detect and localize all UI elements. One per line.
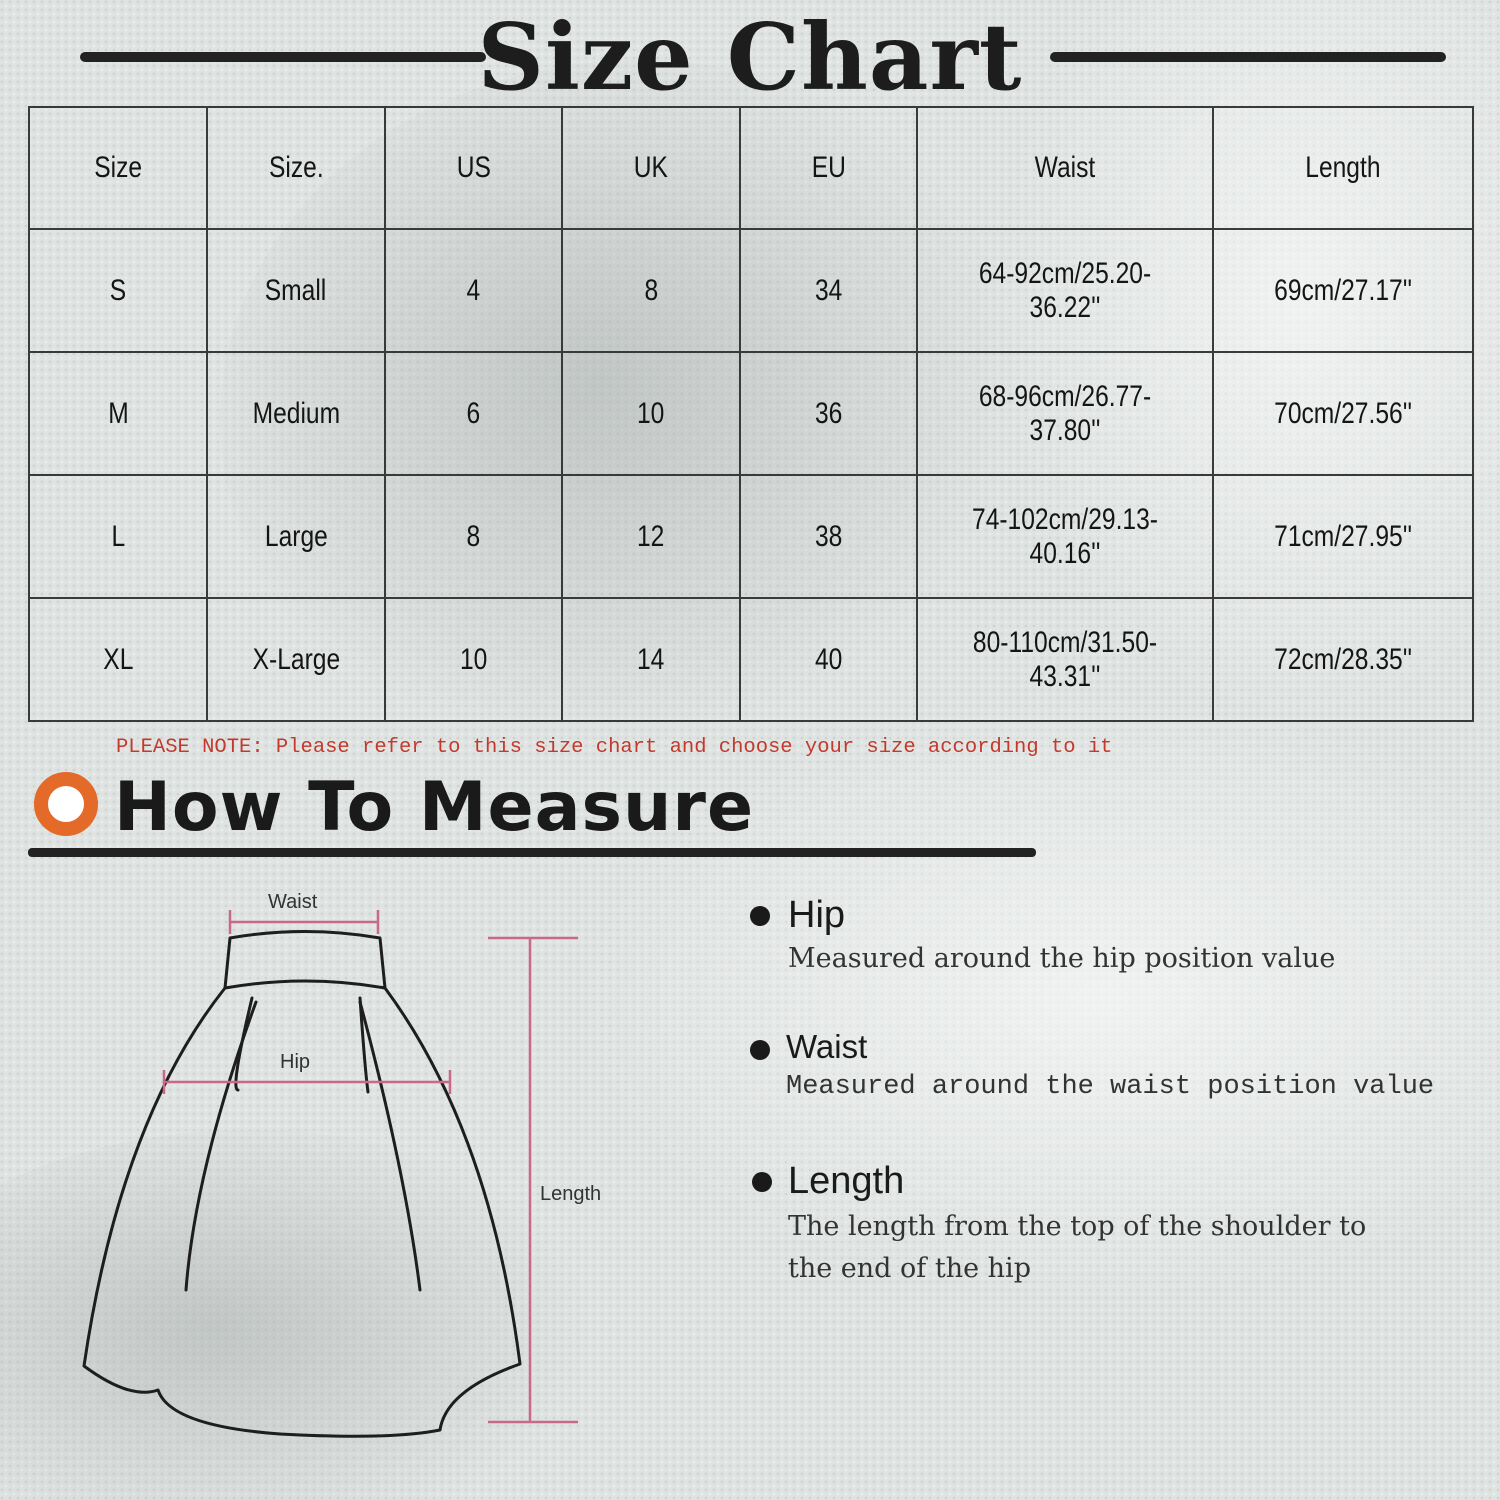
- header-uk: UK: [562, 107, 740, 229]
- cell-size: L: [29, 475, 207, 598]
- skirt-pleat: [186, 1002, 256, 1290]
- measure-title: How To Measure: [114, 768, 755, 847]
- ring-icon: [34, 772, 98, 836]
- cell-uk: 10: [562, 352, 740, 475]
- skirt-pleat: [236, 998, 252, 1090]
- cell-size: S: [29, 229, 207, 352]
- length-description-line-1: The length from the top of the shoulder to: [788, 1211, 1367, 1242]
- cell-uk: 14: [562, 598, 740, 721]
- cell-us: 10: [385, 598, 562, 721]
- table-row: [29, 475, 1473, 598]
- hip-title: Hip: [788, 894, 846, 936]
- header-length: Length: [1213, 107, 1473, 229]
- cell-uk: 12: [562, 475, 740, 598]
- cell-length: 72cm/28.35'': [1213, 598, 1473, 721]
- bullet-icon: [752, 1172, 772, 1192]
- hip-label: Hip: [280, 1051, 311, 1073]
- measure-rule: [28, 848, 1036, 857]
- table-row: [29, 229, 1473, 352]
- cell-us: 8: [385, 475, 562, 598]
- length-title: Length: [788, 1160, 905, 1202]
- page-title: Size Chart: [477, 3, 1023, 111]
- cell-eu: 40: [740, 598, 917, 721]
- length-description-line-2: the end of the hip: [788, 1253, 1031, 1284]
- cell-size-name: X-Large: [207, 598, 385, 721]
- header-eu: EU: [740, 107, 917, 229]
- skirt-pleat: [360, 1002, 420, 1290]
- table-row: [29, 598, 1473, 721]
- waist-description: Measured around the waist position value: [786, 1072, 1435, 1102]
- cell-eu: 38: [740, 475, 917, 598]
- cell-waist: 80-110cm/31.50-43.31'': [917, 598, 1213, 721]
- cell-size-name: Medium: [207, 352, 385, 475]
- header-waist: Waist: [917, 107, 1213, 229]
- cell-size: XL: [29, 598, 207, 721]
- table-row: [29, 352, 1473, 475]
- length-label: Length: [540, 1183, 602, 1205]
- cell-size-name: Large: [207, 475, 385, 598]
- cell-waist: 74-102cm/29.13-40.16'': [917, 475, 1213, 598]
- cell-length: 70cm/27.56'': [1213, 352, 1473, 475]
- waistband-outline: [225, 932, 385, 989]
- cell-uk: 8: [562, 229, 740, 352]
- cell-us: 6: [385, 352, 562, 475]
- header-us: US: [385, 107, 562, 229]
- cell-length: 69cm/27.17'': [1213, 229, 1473, 352]
- cell-waist: 64-92cm/25.20-36.22'': [917, 229, 1213, 352]
- bullet-icon: [750, 906, 770, 926]
- waist-title: Waist: [786, 1028, 868, 1065]
- hip-description: Measured around the hip position value: [788, 943, 1336, 974]
- table-header-row: [29, 107, 1473, 229]
- cell-waist: 68-96cm/26.77-37.80'': [917, 352, 1213, 475]
- waist-label: Waist: [268, 891, 318, 913]
- cell-size: M: [29, 352, 207, 475]
- cell-eu: 36: [740, 352, 917, 475]
- skirt-diagram: [60, 870, 620, 1470]
- size-note: PLEASE NOTE: Please refer to this size chart and choose your size according to it: [116, 736, 1113, 759]
- cell-size-name: Small: [207, 229, 385, 352]
- size-table: [28, 106, 1474, 722]
- header-size-name: Size.: [207, 107, 385, 229]
- cell-us: 4: [385, 229, 562, 352]
- cell-length: 71cm/27.95'': [1213, 475, 1473, 598]
- bullet-icon: [750, 1040, 770, 1060]
- header-size: Size: [29, 107, 207, 229]
- cell-eu: 34: [740, 229, 917, 352]
